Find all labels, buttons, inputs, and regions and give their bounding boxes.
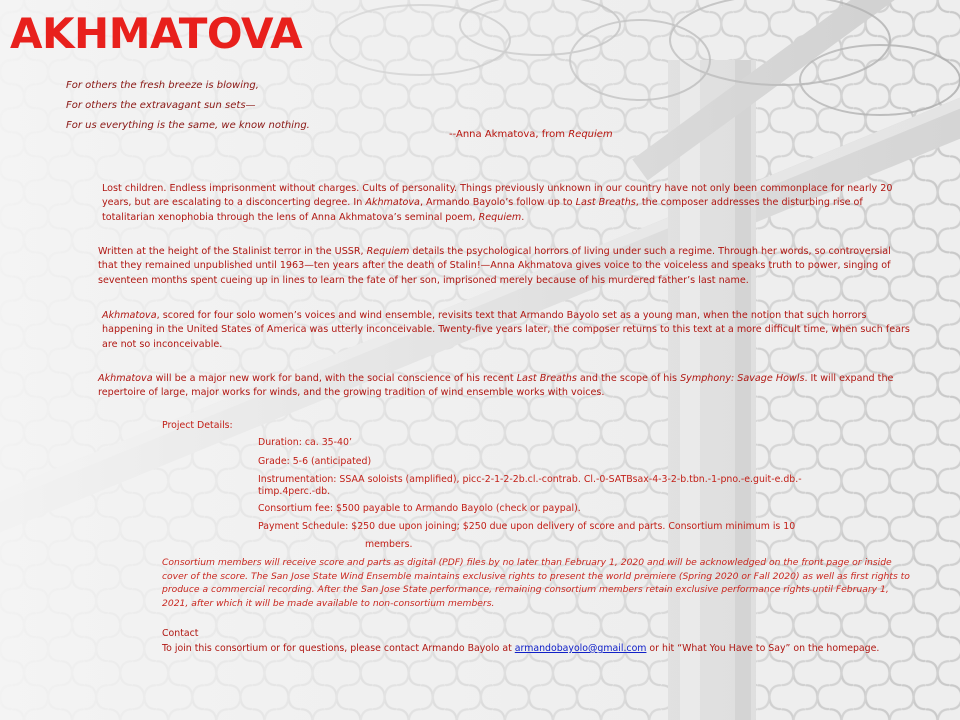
p1-akhmatova: Akhmatova bbox=[365, 197, 420, 209]
p3-text-b: , scored for four solo women’s voices and wind ensemble, revisits text that Armando Bayolo set as a young man, when the notion that such horrors happening in the United States of America was utterly inconceivable. Twenty-five years later, the composer returns to this text at a more difficult time, when such fears are not so inconceivable. bbox=[102, 310, 910, 350]
p1-text-a: Lost children. Endless imprisonment without charges. Cults of personality. Things previously unknown in our country have not only been commonplace for nearly 20 years, but are escalating to a disconcerting degree. In bbox=[102, 183, 893, 209]
detail-instrumentation: Instrumentation: SSAA soloists (amplified), picc-2-1-2-2b.cl.-contrab. Cl.-0-SATBsax-4-3-2-b.tbn.-1-pno.-e.guit-e.db.-timp.4perc.-db. bbox=[258, 474, 802, 497]
poem-line: For us everything is the same, we know nothing. bbox=[66, 120, 310, 131]
p1-last-breaths: Last Breaths bbox=[575, 197, 636, 209]
p2-text-c: details the psychological horrors of living under such a regime. Through her words, so controversial that they remained unpublished until 1963—ten years after the death of Stalin!—Anna Akhmatova gives voice to the voiceless and speaks truth to power, singing of seventeen months spent cueing up in lines to learn the fate of her son, imprisoned merely because of his murdered father’s last name. bbox=[98, 246, 891, 286]
p1-requiem: Requiem bbox=[478, 211, 522, 223]
p4-symphony: Symphony: Savage Howls bbox=[680, 373, 805, 384]
p4-text-d: and the scope of his bbox=[576, 373, 681, 384]
p2-requiem: Requiem bbox=[366, 246, 410, 257]
paragraph-major-work bbox=[98, 372, 906, 401]
p4-text-b: will be a major new work for band, with the social conscience of his recent bbox=[152, 373, 517, 384]
attribution-text: --Anna Akmatova, from bbox=[449, 129, 569, 140]
contact-suffix: or hit “What You Have to Say” on the homepage. bbox=[646, 643, 880, 654]
poem-line: For others the fresh breeze is blowing, bbox=[66, 80, 259, 91]
detail-fee: Consortium fee: $500 payable to Armando Bayolo (check or paypal). bbox=[258, 503, 581, 514]
poem-line: For others the extravagant sun sets— bbox=[66, 100, 256, 111]
p3-akhmatova: Akhmatova bbox=[102, 310, 157, 321]
p4-last-breaths: Last Breaths bbox=[516, 373, 577, 384]
paragraph-requiem bbox=[98, 245, 906, 288]
contact-line bbox=[162, 643, 879, 654]
page-title: AKHMATOVA bbox=[10, 9, 303, 58]
poem-epigraph bbox=[66, 76, 310, 136]
email-link[interactable]: armandobayolo@gmail.com bbox=[514, 643, 647, 654]
p1-text-g: . bbox=[521, 211, 525, 223]
detail-payment-schedule: Payment Schedule: $250 due upon joining; $250 due upon delivery of score and parts. Consortium minimum is 10 bbox=[258, 521, 796, 532]
p4-text-f: . It will expand the repertoire of large, major works for winds, and the growing tradition of wind ensemble works with voices. bbox=[98, 373, 894, 399]
project-details-label: Project Details: bbox=[162, 420, 233, 431]
contact-prefix: To join this consortium or for questions, please contact Armando Bayolo at bbox=[162, 643, 515, 654]
p2-text-a: Written at the height of the Stalinist terror in the USSR, bbox=[98, 246, 367, 257]
detail-payment-schedule-cont: members. bbox=[365, 539, 413, 550]
paragraph-scoring bbox=[102, 309, 910, 352]
p1-text-e: , the composer addresses the disturbing rise of totalitarian xenophobia through the lens of Anna Akhmatova’s seminal poem, bbox=[102, 197, 863, 223]
p1-text-c: , Armando Bayolo’s follow up to bbox=[419, 197, 576, 209]
detail-duration: Duration: ca. 35-40’ bbox=[258, 437, 352, 448]
paragraph-intro bbox=[102, 182, 910, 225]
detail-grade: Grade: 5-6 (anticipated) bbox=[258, 456, 372, 467]
consortium-note: Consortium members will receive score and parts as digital (PDF) files by no later than February 1, 2020 and will be acknowledged on the front page or inside cover of the score. The San Jose State Wind Ensemble maintains exclusive rights to present the world premiere (Spring 2020 or Fall 2020) as well as first rights to produce a commercial recording. After the San Jose State performance, remaining consortium members retain exclusive performance rights until February 1, 2021, after which it will be made available to non-consortium members. bbox=[162, 557, 910, 609]
contact-heading: Contact bbox=[162, 628, 199, 639]
poem-attribution bbox=[449, 128, 613, 142]
p4-akhmatova: Akhmatova bbox=[98, 373, 153, 384]
attribution-work: Requiem bbox=[568, 129, 613, 140]
